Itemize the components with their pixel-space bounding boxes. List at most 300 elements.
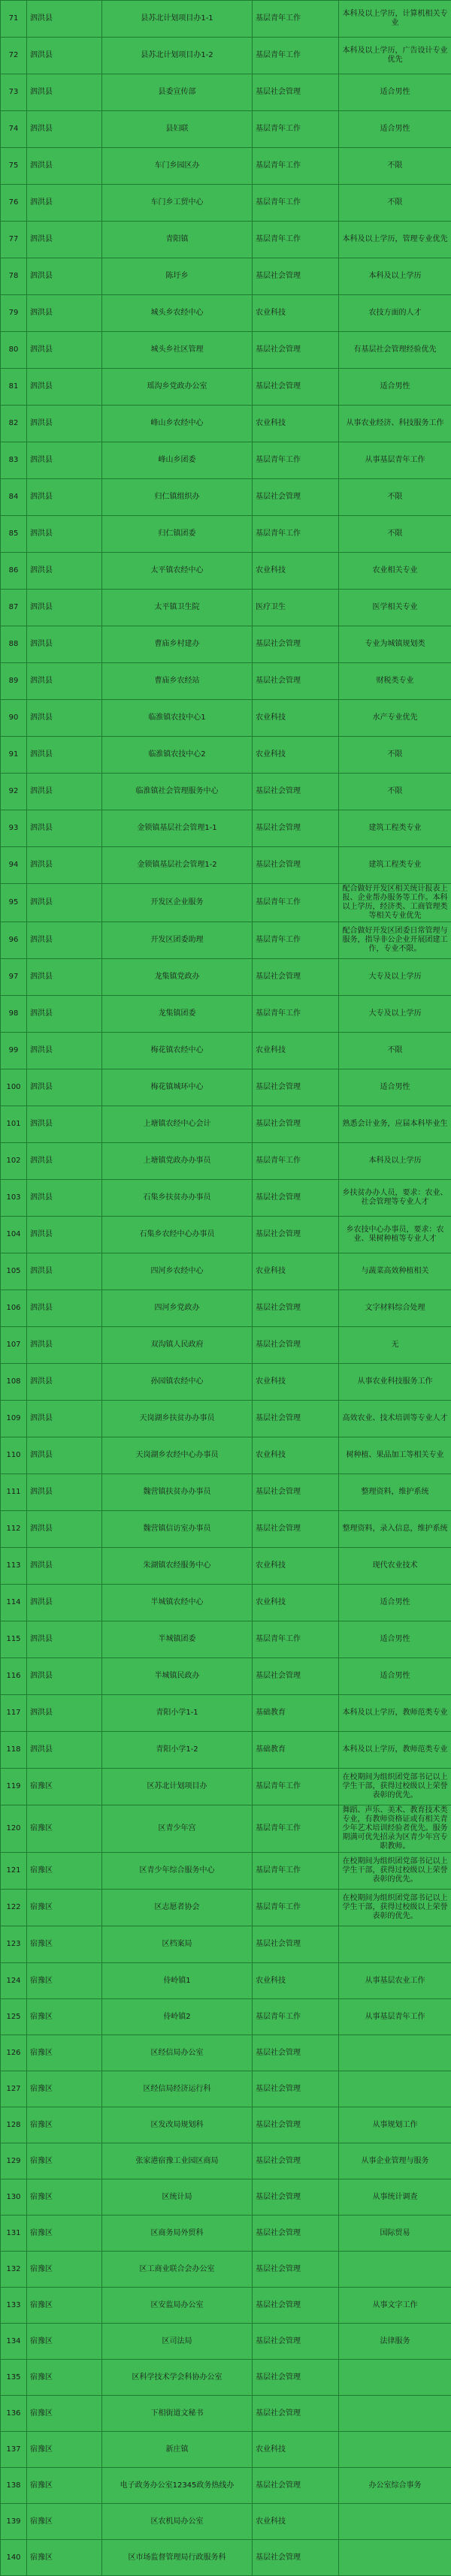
unit-cell: 魏营镇扶贫办办事员 [102, 1474, 253, 1511]
row-number: 105 [1, 1253, 27, 1290]
unit-cell: 电子政务办公室12345政务热线办 [102, 2468, 253, 2504]
category-cell: 基层社会管理 [253, 479, 339, 516]
row-number: 88 [1, 626, 27, 663]
category-cell: 农业科技 [253, 553, 339, 590]
county-cell: 宿豫区 [27, 1926, 102, 1963]
requirement-cell: 不限 [339, 774, 451, 810]
unit-cell: 梅花镇农经中心 [102, 1033, 253, 1069]
requirement-cell: 乡扶贫办办人员，要求：农业、社会管理等专业人才 [339, 1180, 451, 1217]
requirement-cell: 水产专业优先 [339, 700, 451, 737]
requirement-cell: 财税类专业 [339, 663, 451, 700]
requirement-cell [339, 1926, 451, 1963]
unit-cell: 归仁镇组织办 [102, 479, 253, 516]
category-cell: 基层社会管理 [253, 847, 339, 884]
unit-cell: 区发改局规划科 [102, 2107, 253, 2143]
table-row [1, 959, 451, 996]
table-row [1, 2107, 451, 2143]
row-number: 103 [1, 1180, 27, 1217]
requirement-cell: 适合男性 [339, 369, 451, 406]
requirement-cell: 本科及以上学历 [339, 1143, 451, 1180]
category-cell: 农业科技 [253, 1585, 339, 1621]
table-row [1, 1585, 451, 1621]
table-row [1, 1621, 451, 1658]
county-cell: 宿豫区 [27, 2216, 102, 2252]
unit-cell: 临淮镇农技中心1 [102, 700, 253, 737]
row-number: 115 [1, 1621, 27, 1658]
row-number: 77 [1, 222, 27, 258]
county-cell: 泗洪县 [27, 332, 102, 369]
row-number: 83 [1, 442, 27, 479]
county-cell: 宿豫区 [27, 2468, 102, 2504]
position-table-body [1, 1, 451, 2576]
county-cell: 宿豫区 [27, 1805, 102, 1853]
row-number: 116 [1, 1658, 27, 1695]
unit-cell: 魏营镇信访室办事员 [102, 1511, 253, 1548]
table-row [1, 1069, 451, 1106]
row-number: 82 [1, 406, 27, 442]
row-number: 100 [1, 1069, 27, 1106]
county-cell: 泗洪县 [27, 1, 102, 38]
table-row [1, 38, 451, 74]
row-number: 130 [1, 2179, 27, 2216]
county-cell: 泗洪县 [27, 295, 102, 332]
requirement-cell: 舞蹈、声乐、美术、教育技术类专业，有教师资格证或有相关青少年艺术培训经验者优先。服务期满可优先招录为区青少年宫专职教师。 [339, 1805, 451, 1853]
table-row [1, 1, 451, 38]
category-cell: 基层青年工作 [253, 185, 339, 222]
table-row [1, 516, 451, 553]
unit-cell: 区科学技术学会科协办公室 [102, 2360, 253, 2396]
category-cell: 基层社会管理 [253, 258, 339, 295]
county-cell: 宿豫区 [27, 1769, 102, 1805]
requirement-cell: 医学相关专业 [339, 590, 451, 626]
table-row [1, 553, 451, 590]
category-cell: 基层社会管理 [253, 1180, 339, 1217]
category-cell: 基层社会管理 [253, 626, 339, 663]
county-cell: 泗洪县 [27, 626, 102, 663]
category-cell: 基层社会管理 [253, 1069, 339, 1106]
row-number: 128 [1, 2107, 27, 2143]
county-cell: 泗洪县 [27, 1106, 102, 1143]
category-cell: 基础教育 [253, 1732, 339, 1769]
row-number: 117 [1, 1695, 27, 1732]
table-row [1, 1401, 451, 1437]
category-cell: 基层青年工作 [253, 1805, 339, 1853]
county-cell: 泗洪县 [27, 369, 102, 406]
row-number: 75 [1, 148, 27, 185]
table-row [1, 1437, 451, 1474]
requirement-cell: 现代农业技术 [339, 1548, 451, 1585]
county-cell: 泗洪县 [27, 148, 102, 185]
table-row [1, 2179, 451, 2216]
category-cell: 基层社会管理 [253, 2107, 339, 2143]
requirement-cell: 配合做好开发区相关统计报表上报、企业帮办服务等工作。本科以上学历，经济类、工商管理类等相关专业优先 [339, 884, 451, 922]
row-number: 119 [1, 1769, 27, 1805]
unit-cell: 半城镇农经中心 [102, 1585, 253, 1621]
row-number: 101 [1, 1106, 27, 1143]
unit-cell: 区经信局经济运行科 [102, 2071, 253, 2107]
requirement-cell: 适合男性 [339, 74, 451, 111]
unit-cell: 陈圩乡 [102, 258, 253, 295]
category-cell: 基层青年工作 [253, 1621, 339, 1658]
county-cell: 泗洪县 [27, 1437, 102, 1474]
unit-cell: 瑶沟乡党政办公室 [102, 369, 253, 406]
table-row [1, 1805, 451, 1853]
requirement-cell: 建筑工程类专业 [339, 810, 451, 847]
table-row [1, 1769, 451, 1805]
requirement-cell: 在校期间为组织团党部书记以上学生干部，获得过校级以上荣誉表彰的优先。 [339, 1853, 451, 1890]
table-row [1, 1327, 451, 1364]
row-number: 87 [1, 590, 27, 626]
unit-cell: 太平镇农经中心 [102, 553, 253, 590]
county-cell: 宿豫区 [27, 1999, 102, 2035]
category-cell: 基层社会管理 [253, 2071, 339, 2107]
unit-cell: 区志愿者协会 [102, 1890, 253, 1926]
requirement-cell: 从事企业管理与服务 [339, 2143, 451, 2179]
requirement-cell: 适合男性 [339, 111, 451, 148]
unit-cell: 区青少年综合服务中心 [102, 1853, 253, 1890]
category-cell: 基层青年工作 [253, 922, 339, 959]
category-cell: 基层青年工作 [253, 442, 339, 479]
category-cell: 农业科技 [253, 1364, 339, 1401]
requirement-cell: 从事基层农业工作 [339, 1963, 451, 1999]
table-row [1, 700, 451, 737]
table-row [1, 2432, 451, 2468]
unit-cell: 龙集镇党政办 [102, 959, 253, 996]
county-cell: 宿豫区 [27, 2288, 102, 2324]
row-number: 78 [1, 258, 27, 295]
row-number: 99 [1, 1033, 27, 1069]
row-number: 86 [1, 553, 27, 590]
row-number: 104 [1, 1217, 27, 1253]
row-number: 124 [1, 1963, 27, 1999]
category-cell: 农业科技 [253, 1548, 339, 1585]
requirement-cell [339, 2540, 451, 2576]
requirement-cell: 高效农业、技术培训等专业人才 [339, 1401, 451, 1437]
county-cell: 泗洪县 [27, 553, 102, 590]
table-row [1, 1290, 451, 1327]
table-row [1, 2288, 451, 2324]
row-number: 95 [1, 884, 27, 922]
requirement-cell: 不限 [339, 479, 451, 516]
row-number: 112 [1, 1511, 27, 1548]
category-cell: 农业科技 [253, 2432, 339, 2468]
county-cell: 泗洪县 [27, 1069, 102, 1106]
unit-cell: 区安监局办公室 [102, 2288, 253, 2324]
requirement-cell: 大专及以上学历 [339, 996, 451, 1033]
table-row [1, 406, 451, 442]
requirement-cell: 配合做好开发区团委日常管理与服务，指导非公企业开展团建工作，专业不限。 [339, 922, 451, 959]
category-cell: 农业科技 [253, 700, 339, 737]
unit-cell: 太平镇卫生院 [102, 590, 253, 626]
requirement-cell: 整理资料，维护系统 [339, 1474, 451, 1511]
requirement-cell [339, 2360, 451, 2396]
table-row [1, 185, 451, 222]
unit-cell: 区商务局外贸科 [102, 2216, 253, 2252]
requirement-cell: 本科及以上学历，广告设计专业优先 [339, 38, 451, 74]
county-cell: 泗洪县 [27, 1401, 102, 1437]
row-number: 110 [1, 1437, 27, 1474]
unit-cell: 区司法局 [102, 2324, 253, 2360]
county-cell: 泗洪县 [27, 922, 102, 959]
row-number: 81 [1, 369, 27, 406]
unit-cell: 县苏北计划项目办1-2 [102, 38, 253, 74]
county-cell: 宿豫区 [27, 2360, 102, 2396]
county-cell: 泗洪县 [27, 38, 102, 74]
row-number: 122 [1, 1890, 27, 1926]
row-number: 72 [1, 38, 27, 74]
table-row [1, 369, 451, 406]
category-cell: 基层青年工作 [253, 1853, 339, 1890]
row-number: 89 [1, 663, 27, 700]
unit-cell: 城头乡农经中心 [102, 295, 253, 332]
row-number: 94 [1, 847, 27, 884]
unit-cell: 青阳镇 [102, 222, 253, 258]
table-row [1, 2035, 451, 2071]
county-cell: 泗洪县 [27, 74, 102, 111]
unit-cell: 天岗湖乡农经中心办事员 [102, 1437, 253, 1474]
category-cell: 基层社会管理 [253, 369, 339, 406]
category-cell: 基层青年工作 [253, 1769, 339, 1805]
table-row [1, 922, 451, 959]
requirement-cell: 在校期间为组织团党部书记以上学生干部，获得过校级以上荣誉表彰的优先。 [339, 1769, 451, 1805]
requirement-cell: 法律服务 [339, 2324, 451, 2360]
county-cell: 宿豫区 [27, 1963, 102, 1999]
table-row [1, 2216, 451, 2252]
unit-cell: 区青少年宫 [102, 1805, 253, 1853]
table-row [1, 1474, 451, 1511]
table-row [1, 1106, 451, 1143]
table-row [1, 1999, 451, 2035]
category-cell: 基层社会管理 [253, 2288, 339, 2324]
row-number: 109 [1, 1401, 27, 1437]
requirement-cell: 整理资料，录入信息，维护系统 [339, 1511, 451, 1548]
table-row [1, 2468, 451, 2504]
category-cell: 基层青年工作 [253, 38, 339, 74]
category-cell: 基层社会管理 [253, 1217, 339, 1253]
category-cell: 基层社会管理 [253, 2360, 339, 2396]
county-cell: 泗洪县 [27, 959, 102, 996]
county-cell: 泗洪县 [27, 1474, 102, 1511]
requirement-cell: 从事农业经济、科技服务工作 [339, 406, 451, 442]
category-cell: 基层社会管理 [253, 959, 339, 996]
row-number: 93 [1, 810, 27, 847]
county-cell: 泗洪县 [27, 516, 102, 553]
county-cell: 宿豫区 [27, 2035, 102, 2071]
unit-cell: 石集乡农经中心办事员 [102, 1217, 253, 1253]
category-cell: 医疗卫生 [253, 590, 339, 626]
category-cell: 基层青年工作 [253, 996, 339, 1033]
row-number: 140 [1, 2540, 27, 2576]
row-number: 136 [1, 2396, 27, 2432]
category-cell: 基层社会管理 [253, 810, 339, 847]
table-row [1, 258, 451, 295]
unit-cell: 区苏北计划项目办 [102, 1769, 253, 1805]
unit-cell: 半城镇民政办 [102, 1658, 253, 1695]
row-number: 96 [1, 922, 27, 959]
unit-cell: 峰山乡农经中心 [102, 406, 253, 442]
table-row [1, 1511, 451, 1548]
requirement-cell: 适合男性 [339, 1658, 451, 1695]
requirement-cell: 有基层社会管理经验优先 [339, 332, 451, 369]
county-cell: 宿豫区 [27, 2540, 102, 2576]
unit-cell: 下相街道文秘书 [102, 2396, 253, 2432]
row-number: 85 [1, 516, 27, 553]
unit-cell: 县委宣传部 [102, 74, 253, 111]
row-number: 133 [1, 2288, 27, 2324]
requirement-cell: 适合男性 [339, 1585, 451, 1621]
category-cell: 基层社会管理 [253, 774, 339, 810]
requirement-cell [339, 2035, 451, 2071]
table-row [1, 626, 451, 663]
table-row [1, 2324, 451, 2360]
requirement-cell: 从事基层青年工作 [339, 1999, 451, 2035]
table-row [1, 1143, 451, 1180]
table-row [1, 2396, 451, 2432]
unit-cell: 金锁镇基层社会管理1-2 [102, 847, 253, 884]
county-cell: 泗洪县 [27, 663, 102, 700]
county-cell: 宿豫区 [27, 2504, 102, 2540]
table-row [1, 1548, 451, 1585]
category-cell: 农业科技 [253, 1033, 339, 1069]
requirement-cell: 农技方面的人才 [339, 295, 451, 332]
row-number: 139 [1, 2504, 27, 2540]
county-cell: 宿豫区 [27, 2432, 102, 2468]
row-number: 98 [1, 996, 27, 1033]
county-cell: 泗洪县 [27, 479, 102, 516]
row-number: 127 [1, 2071, 27, 2107]
category-cell: 基层青年工作 [253, 148, 339, 185]
unit-cell: 四河乡党政办 [102, 1290, 253, 1327]
unit-cell: 区经信局办公室 [102, 2035, 253, 2071]
county-cell: 泗洪县 [27, 1364, 102, 1401]
county-cell: 泗洪县 [27, 1327, 102, 1364]
category-cell: 基层青年工作 [253, 111, 339, 148]
county-cell: 宿豫区 [27, 2324, 102, 2360]
category-cell: 基层社会管理 [253, 2179, 339, 2216]
requirement-cell: 文字材料综合处理 [339, 1290, 451, 1327]
table-row [1, 663, 451, 700]
category-cell: 基层社会管理 [253, 1658, 339, 1695]
table-row [1, 332, 451, 369]
table-row [1, 1033, 451, 1069]
county-cell: 泗洪县 [27, 1621, 102, 1658]
row-number: 90 [1, 700, 27, 737]
requirement-cell: 本科及以上学历，计算机相关专业 [339, 1, 451, 38]
category-cell: 基层社会管理 [253, 663, 339, 700]
table-row [1, 737, 451, 774]
requirement-cell [339, 2432, 451, 2468]
row-number: 91 [1, 737, 27, 774]
requirement-cell: 不限 [339, 516, 451, 553]
table-row [1, 810, 451, 847]
category-cell: 基层社会管理 [253, 2216, 339, 2252]
county-cell: 泗洪县 [27, 1695, 102, 1732]
row-number: 84 [1, 479, 27, 516]
row-number: 111 [1, 1474, 27, 1511]
unit-cell: 朱湖镇农经服务中心 [102, 1548, 253, 1585]
county-cell: 泗洪县 [27, 810, 102, 847]
county-cell: 宿豫区 [27, 1890, 102, 1926]
table-row [1, 74, 451, 111]
table-row [1, 2360, 451, 2396]
row-number: 114 [1, 1585, 27, 1621]
row-number: 80 [1, 332, 27, 369]
requirement-cell: 大专及以上学历 [339, 959, 451, 996]
table-row [1, 774, 451, 810]
table-row [1, 1180, 451, 1217]
requirement-cell: 不限 [339, 737, 451, 774]
row-number: 129 [1, 2143, 27, 2179]
category-cell: 基层社会管理 [253, 74, 339, 111]
requirement-cell: 专业为城镇规划类 [339, 626, 451, 663]
unit-cell: 张家港宿豫工业园区商局 [102, 2143, 253, 2179]
row-number: 135 [1, 2360, 27, 2396]
requirement-cell: 从事文字工作 [339, 2288, 451, 2324]
county-cell: 泗洪县 [27, 1033, 102, 1069]
category-cell: 基层青年工作 [253, 1890, 339, 1926]
category-cell: 基层青年工作 [253, 516, 339, 553]
row-number: 125 [1, 1999, 27, 2035]
category-cell: 基层社会管理 [253, 2324, 339, 2360]
row-number: 131 [1, 2216, 27, 2252]
county-cell: 宿豫区 [27, 2179, 102, 2216]
table-row [1, 847, 451, 884]
requirement-cell: 本科及以上学历，教师范类专业 [339, 1695, 451, 1732]
unit-cell: 青阳小学1-2 [102, 1732, 253, 1769]
row-number: 107 [1, 1327, 27, 1364]
unit-cell: 开发区团委助理 [102, 922, 253, 959]
category-cell: 农业科技 [253, 737, 339, 774]
county-cell: 泗洪县 [27, 111, 102, 148]
unit-cell: 孙园镇农经中心 [102, 1364, 253, 1401]
unit-cell: 侍岭镇2 [102, 1999, 253, 2035]
category-cell: 农业科技 [253, 1253, 339, 1290]
county-cell: 泗洪县 [27, 1180, 102, 1217]
county-cell: 泗洪县 [27, 700, 102, 737]
table-row [1, 1658, 451, 1695]
county-cell: 泗洪县 [27, 1548, 102, 1585]
row-number: 73 [1, 74, 27, 111]
row-number: 137 [1, 2432, 27, 2468]
category-cell: 基层社会管理 [253, 2035, 339, 2071]
row-number: 102 [1, 1143, 27, 1180]
row-number: 113 [1, 1548, 27, 1585]
category-cell: 农业科技 [253, 295, 339, 332]
category-cell: 基层社会管理 [253, 2396, 339, 2432]
unit-cell: 临淮镇农技中心2 [102, 737, 253, 774]
category-cell: 基层社会管理 [253, 332, 339, 369]
county-cell: 泗洪县 [27, 258, 102, 295]
table-row [1, 442, 451, 479]
requirement-cell: 本科及以上学历，管理专业优先 [339, 222, 451, 258]
category-cell: 农业科技 [253, 406, 339, 442]
unit-cell: 石集乡扶贫办办事员 [102, 1180, 253, 1217]
requirement-cell: 在校期间为组织团党部书记以上学生干部，获得过校级以上荣誉表彰的优先。 [339, 1890, 451, 1926]
requirement-cell [339, 2071, 451, 2107]
county-cell: 泗洪县 [27, 737, 102, 774]
unit-cell: 区市场监督管理局行政服务科 [102, 2540, 253, 2576]
requirement-cell: 不限 [339, 185, 451, 222]
row-number: 123 [1, 1926, 27, 1963]
requirement-cell: 不限 [339, 148, 451, 185]
county-cell: 泗洪县 [27, 1732, 102, 1769]
table-row [1, 1732, 451, 1769]
category-cell: 基层青年工作 [253, 1, 339, 38]
county-cell: 泗洪县 [27, 1143, 102, 1180]
unit-cell: 峰山乡团委 [102, 442, 253, 479]
row-number: 92 [1, 774, 27, 810]
county-cell: 泗洪县 [27, 1511, 102, 1548]
